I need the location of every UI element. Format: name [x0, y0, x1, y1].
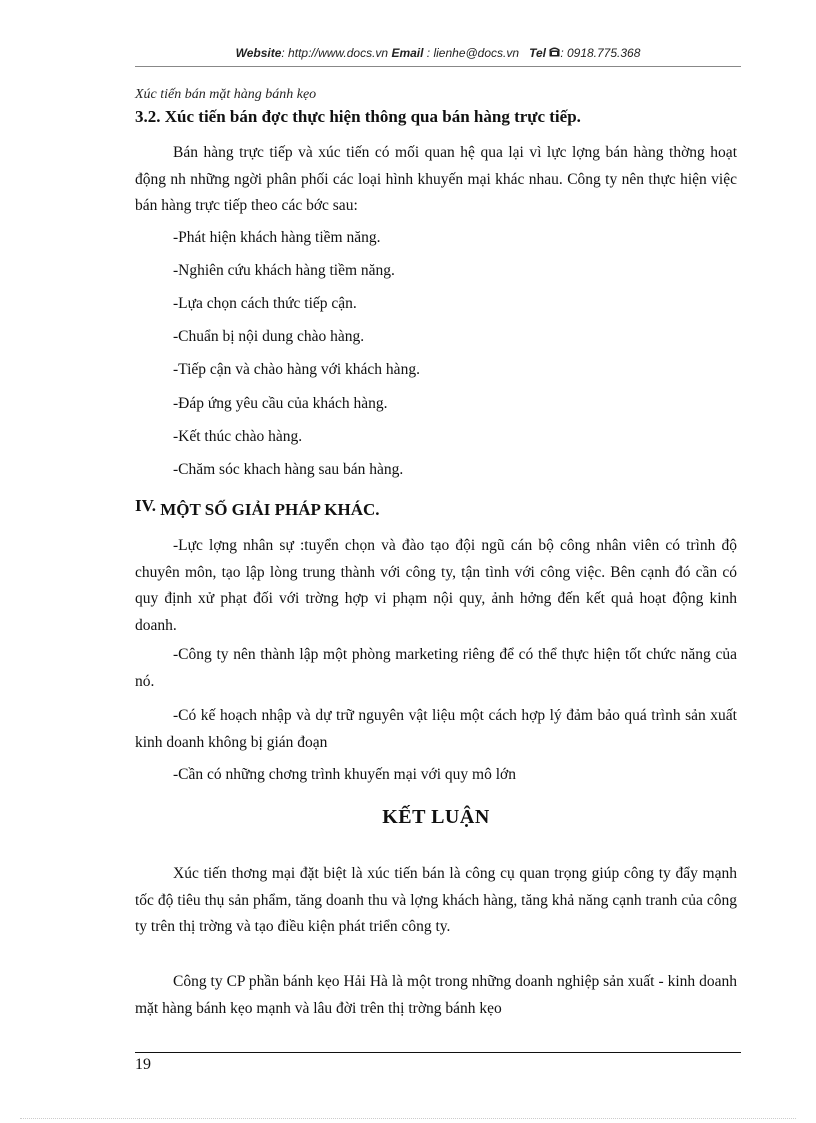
page-header	[135, 46, 741, 60]
header-divider	[135, 66, 741, 67]
conclusion-title: KẾT LUẬN	[382, 806, 490, 828]
phone-icon	[549, 46, 560, 60]
website-label: Website	[235, 46, 282, 60]
tel-value: : 0918.775.368	[560, 46, 641, 60]
email-value: : lienhe@docs.vn	[423, 46, 520, 60]
list-item: -Đáp ứng yêu cầu của khách hàng.	[173, 395, 388, 412]
email-label: Email	[391, 46, 424, 60]
page-number: 19	[135, 1056, 151, 1073]
section-heading-3-2: 3.2. Xúc tiến bán đợc thực hiện thông qua bán hàng trực tiếp.	[135, 107, 581, 126]
list-item: -Chuẩn bị nội dung chào hàng.	[173, 328, 365, 345]
section-heading-iv	[135, 496, 380, 520]
list-item: -Chăm sóc khach hàng sau bán hàng.	[173, 461, 404, 478]
section-number: IV.	[135, 496, 156, 515]
footer-divider	[135, 1052, 741, 1053]
conclusion-paragraph: Công ty CP phần bánh kẹo Hải Hà là một trong những doanh nghiệp sản xuất - kinh doanh mặt hàng bánh kẹo mạnh và lâu đời trên thị trờng bánh kẹo	[135, 973, 737, 1017]
website-value: : http://www.docs.vn	[281, 46, 389, 60]
section-iv-paragraph: -Có kế hoạch nhập và dự trữ nguyên vật liệu một cách hợp lý đảm bảo quá trình sản xuất kinh doanh không bị gián đoạn	[135, 707, 737, 751]
list-item: -Lựa chọn cách thức tiếp cận.	[173, 295, 357, 312]
list-item: -Nghiên cứu khách hàng tiềm năng.	[173, 262, 395, 279]
tel-label: Tel	[529, 46, 546, 60]
section-3-2-intro: Bán hàng trực tiếp và xúc tiến có mối quan hệ qua lại vì lực lợng bán hàng thờng hoạt động nh những ngời phân phối các loại hình khuyến mại khác nhau. Công ty nên thực hiện việc bán hàng trực tiếp theo các bớc sau:	[135, 144, 737, 214]
section-iv-paragraph: -Cần có những chơng trình khuyến mại với quy mô lớn	[173, 766, 516, 783]
list-item: -Phát hiện khách hàng tiềm năng.	[173, 229, 381, 246]
document-subject: Xúc tiến bán mặt hàng bánh kẹo	[135, 87, 317, 102]
section-iv-paragraph: -Công ty nên thành lập một phòng marketing riêng để có thể thực hiện tốt chức năng của nó.	[135, 646, 737, 690]
list-item: -Tiếp cận và chào hàng với khách hàng.	[173, 361, 420, 378]
section-title: MỘT SỐ GIẢI PHÁP KHÁC.	[160, 500, 380, 519]
section-iv-paragraph: -Lực lợng nhân sự :tuyển chọn và đào tạo đội ngũ cán bộ công nhân viên có trình độ chuyên môn, tạo lập lòng trung thành với công ty, tận tình với công việc. Bên cạnh đó cần có quy định xử phạt đối với trờng hợp vi phạm nội quy, ảnh hởng đến kết quả hoạt động kinh doanh.	[135, 537, 737, 634]
list-item: -Kết thúc chào hàng.	[173, 428, 303, 445]
page-bottom-border	[20, 1118, 796, 1119]
conclusion-paragraph: Xúc tiến thơng mại đặt biệt là xúc tiến bán là công cụ quan trọng giúp công ty đẩy mạnh tốc độ tiêu thụ sản phẩm, tăng doanh thu và lợng khách hàng, tăng khả năng cạnh tranh của công ty trên thị trờng và tạo điều kiện phát triển công ty.	[135, 865, 737, 935]
